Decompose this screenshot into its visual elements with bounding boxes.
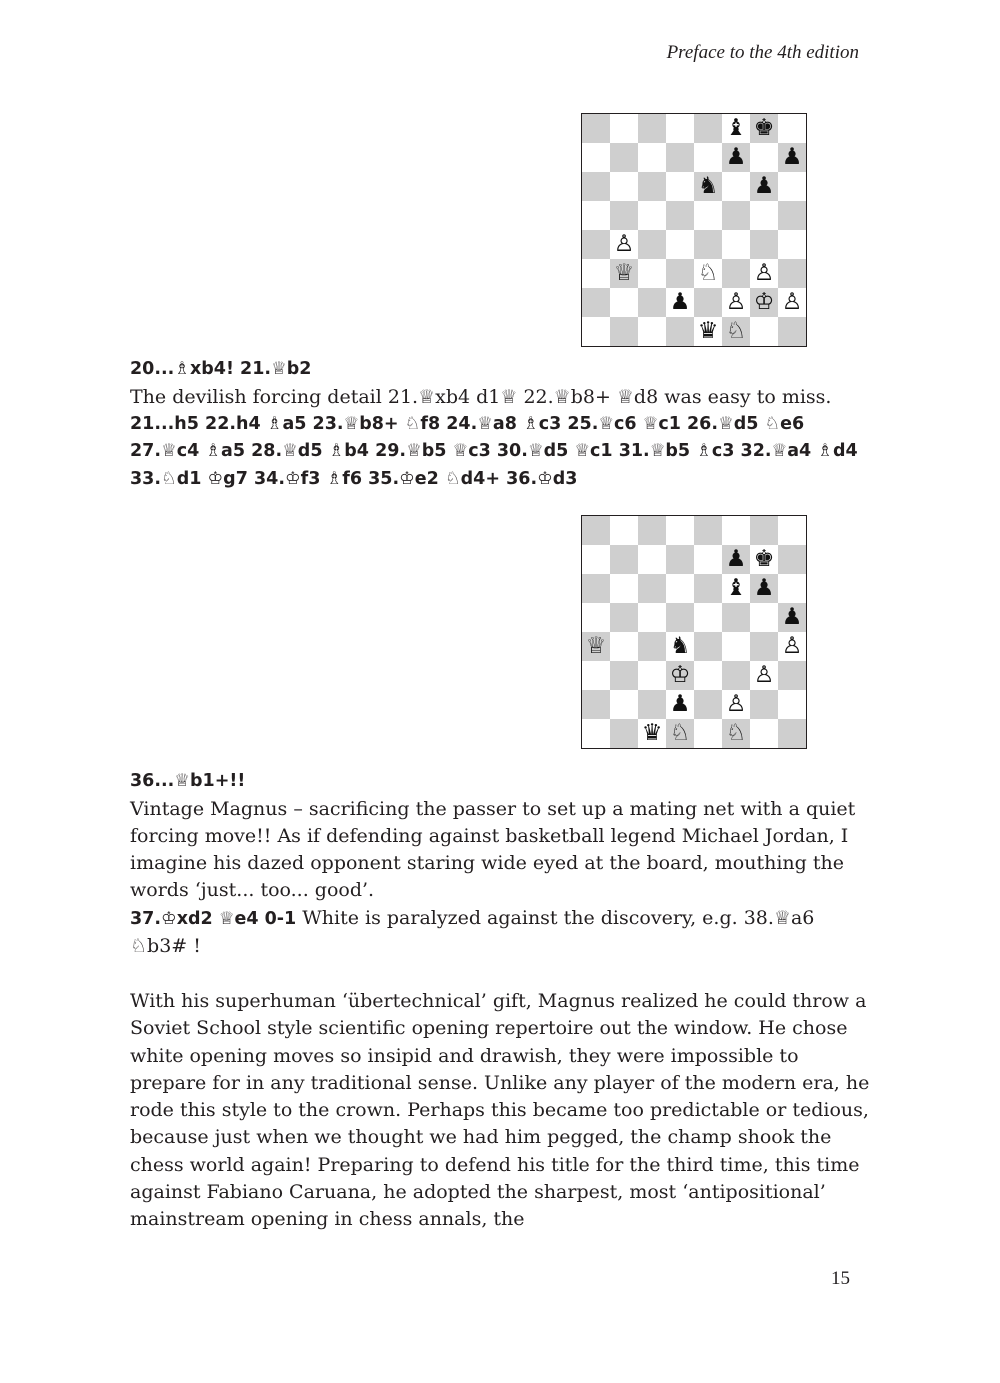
board-square (582, 516, 610, 545)
board-square-piece: ♛ (638, 719, 666, 748)
board-square (582, 201, 610, 230)
board-square (638, 690, 666, 719)
running-header: Preface to the 4th edition (666, 42, 859, 63)
board-square-piece: ♟ (666, 690, 694, 719)
board-square (638, 632, 666, 661)
board-square (778, 201, 806, 230)
board-square (722, 201, 750, 230)
board-square (638, 516, 666, 545)
board-square (582, 719, 610, 748)
board-square (750, 230, 778, 259)
board-square (722, 230, 750, 259)
final-moves: 37.♔xd2 ♕e4 0-1 (130, 908, 297, 929)
board-square (694, 719, 722, 748)
board-square (750, 201, 778, 230)
board-square-piece: ♟ (666, 288, 694, 317)
annotation-block-1 (130, 356, 870, 493)
board-square-piece: ♙ (778, 632, 806, 661)
board-square (750, 516, 778, 545)
board-square (722, 632, 750, 661)
board-square (638, 288, 666, 317)
board-square (694, 661, 722, 690)
board-square (666, 143, 694, 172)
board-square (610, 545, 638, 574)
board-square-piece: ♞ (694, 172, 722, 201)
board-square (778, 317, 806, 346)
board-square (750, 719, 778, 748)
board-square (610, 114, 638, 143)
board-square (638, 545, 666, 574)
board-square-piece: ♘ (722, 317, 750, 346)
board-square (638, 574, 666, 603)
board-square (638, 201, 666, 230)
page-number: 15 (831, 1268, 850, 1289)
board-square (638, 172, 666, 201)
board-square (638, 143, 666, 172)
board-square (582, 288, 610, 317)
board-square (694, 114, 722, 143)
board-square-piece: ♙ (778, 288, 806, 317)
board-square (778, 516, 806, 545)
final-moves-line (130, 905, 870, 961)
board-square-piece: ♟ (722, 143, 750, 172)
board-square (610, 317, 638, 346)
board-square (638, 114, 666, 143)
board-square-piece: ♟ (750, 574, 778, 603)
body-paragraph-block (130, 988, 870, 1234)
board-square-piece: ♞ (666, 632, 694, 661)
move-heading-2: 36...♕b1+!! (130, 771, 246, 791)
board-square (638, 317, 666, 346)
board-square (778, 114, 806, 143)
board-square (582, 574, 610, 603)
board-square (610, 288, 638, 317)
board-square (610, 143, 638, 172)
board-square-piece: ♘ (666, 719, 694, 748)
move-heading-1: 20...♗xb4! 21.♕b2 (130, 359, 312, 379)
board-square (582, 661, 610, 690)
board-square (666, 230, 694, 259)
board-square (778, 574, 806, 603)
board-square-piece: ♙ (722, 288, 750, 317)
body-paragraph: With his superhuman ‘übertechnical’ gift, Magnus realized he could throw a Soviet School style scientific opening repertoire out the window. He chose white opening moves so insipid and drawish, they were impossible to prepare for in any traditional sense. Unlike any player of the modern era, he rode this style to the crown. Perhaps this became too predictable or tedious, because just when we thought we had him pegged, the champ shook the chess world again! Preparing to defend his title for the third time, this time against Fabiano Caruana, he adopted the sharpest, most ‘antipositional’ mainstream opening in chess annals, the (130, 990, 870, 1231)
final-moves-comment: White is paralyzed against the discovery, e.g. 38.♕a6 ♘b3# ! (130, 906, 815, 957)
board-square-piece: ♟ (722, 545, 750, 574)
board-square (666, 516, 694, 545)
board-square (666, 259, 694, 288)
annotation-line: The devilish forcing detail 21.♕xb4 d1♕ 22.♕b8+ ♕d8 was easy to miss. (130, 385, 832, 408)
board-square-piece: ♔ (666, 661, 694, 690)
board-square-piece: ♙ (750, 661, 778, 690)
board-square (582, 317, 610, 346)
board-square (582, 259, 610, 288)
board-square-piece: ♚ (750, 545, 778, 574)
board-square (582, 603, 610, 632)
board-square (638, 661, 666, 690)
board-square (610, 201, 638, 230)
board-square (582, 545, 610, 574)
move-sequence: 21...h5 22.h4 ♗a5 23.♕b8+ ♘f8 24.♕a8 ♗c3 25.♕c6 ♕c1 26.♕d5 ♘e6 27.♕c4 ♗a5 28.♕d5 ♗b4 29.♕b5 ♕c3 30.♕d5 ♕c1 31.♕b5 ♗c3 32.♕a4 ♗d4 33.♘d1 ♔g7 34.♔f3 ♗f6 35.♔e2 ♘d4+ 36.♔d3 (130, 413, 858, 489)
board-square (722, 661, 750, 690)
board-square (582, 143, 610, 172)
board-square-piece: ♟ (778, 143, 806, 172)
board-square (610, 516, 638, 545)
annotation-block-2 (130, 768, 870, 960)
board-square (750, 690, 778, 719)
board-square (694, 690, 722, 719)
board-square (610, 574, 638, 603)
board-square (694, 143, 722, 172)
board-square (610, 603, 638, 632)
board-square (666, 603, 694, 632)
board-square (694, 632, 722, 661)
board-square-piece: ♛ (694, 317, 722, 346)
board-square-piece: ♘ (694, 259, 722, 288)
board-square (778, 545, 806, 574)
board-square (694, 230, 722, 259)
board-square (694, 603, 722, 632)
board-square (694, 201, 722, 230)
board-square (666, 114, 694, 143)
board-square-piece: ♕ (582, 632, 610, 661)
board-square (694, 288, 722, 317)
chess-diagram-2 (581, 515, 807, 749)
board-square (582, 172, 610, 201)
board-square (638, 230, 666, 259)
board-square (694, 516, 722, 545)
board-square (778, 661, 806, 690)
board-square (778, 690, 806, 719)
board-square-piece: ♟ (778, 603, 806, 632)
board-square (610, 690, 638, 719)
board-square (778, 230, 806, 259)
annotation-paragraph: Vintage Magnus – sacrificing the passer to set up a mating net with a quiet forcing move!! As if defending against basketball legend Michael Jordan, I imagine his dazed opponent staring wide eyed at the board, mouthing the words ‘just... too... good’. (130, 797, 856, 902)
board-square-piece: ♝ (722, 574, 750, 603)
board-square-piece: ♕ (610, 259, 638, 288)
board-square (666, 574, 694, 603)
board-square-piece: ♙ (750, 259, 778, 288)
board-square (750, 143, 778, 172)
board-square (666, 317, 694, 346)
board-square (610, 172, 638, 201)
board-square-piece: ♙ (722, 690, 750, 719)
board-square (694, 545, 722, 574)
board-square (778, 719, 806, 748)
board-square-piece: ♔ (750, 288, 778, 317)
board-square (582, 230, 610, 259)
board-square-piece: ♘ (722, 719, 750, 748)
board-square (694, 574, 722, 603)
board-square (638, 603, 666, 632)
board-square (750, 317, 778, 346)
board-square (638, 259, 666, 288)
board-square (722, 172, 750, 201)
board-square (750, 632, 778, 661)
board-square-piece: ♝ (722, 114, 750, 143)
board-square (610, 661, 638, 690)
board-square (666, 545, 694, 574)
board-square (610, 719, 638, 748)
board-square (610, 632, 638, 661)
board-square-piece: ♙ (610, 230, 638, 259)
board-square (722, 603, 750, 632)
board-square (582, 114, 610, 143)
board-square (750, 603, 778, 632)
board-square (778, 172, 806, 201)
chess-diagram-1 (581, 113, 807, 347)
board-square (722, 259, 750, 288)
board-square (666, 201, 694, 230)
board-square (778, 259, 806, 288)
board-square-piece: ♚ (750, 114, 778, 143)
board-square (582, 690, 610, 719)
board-square (666, 172, 694, 201)
board-square-piece: ♟ (750, 172, 778, 201)
board-square (722, 516, 750, 545)
